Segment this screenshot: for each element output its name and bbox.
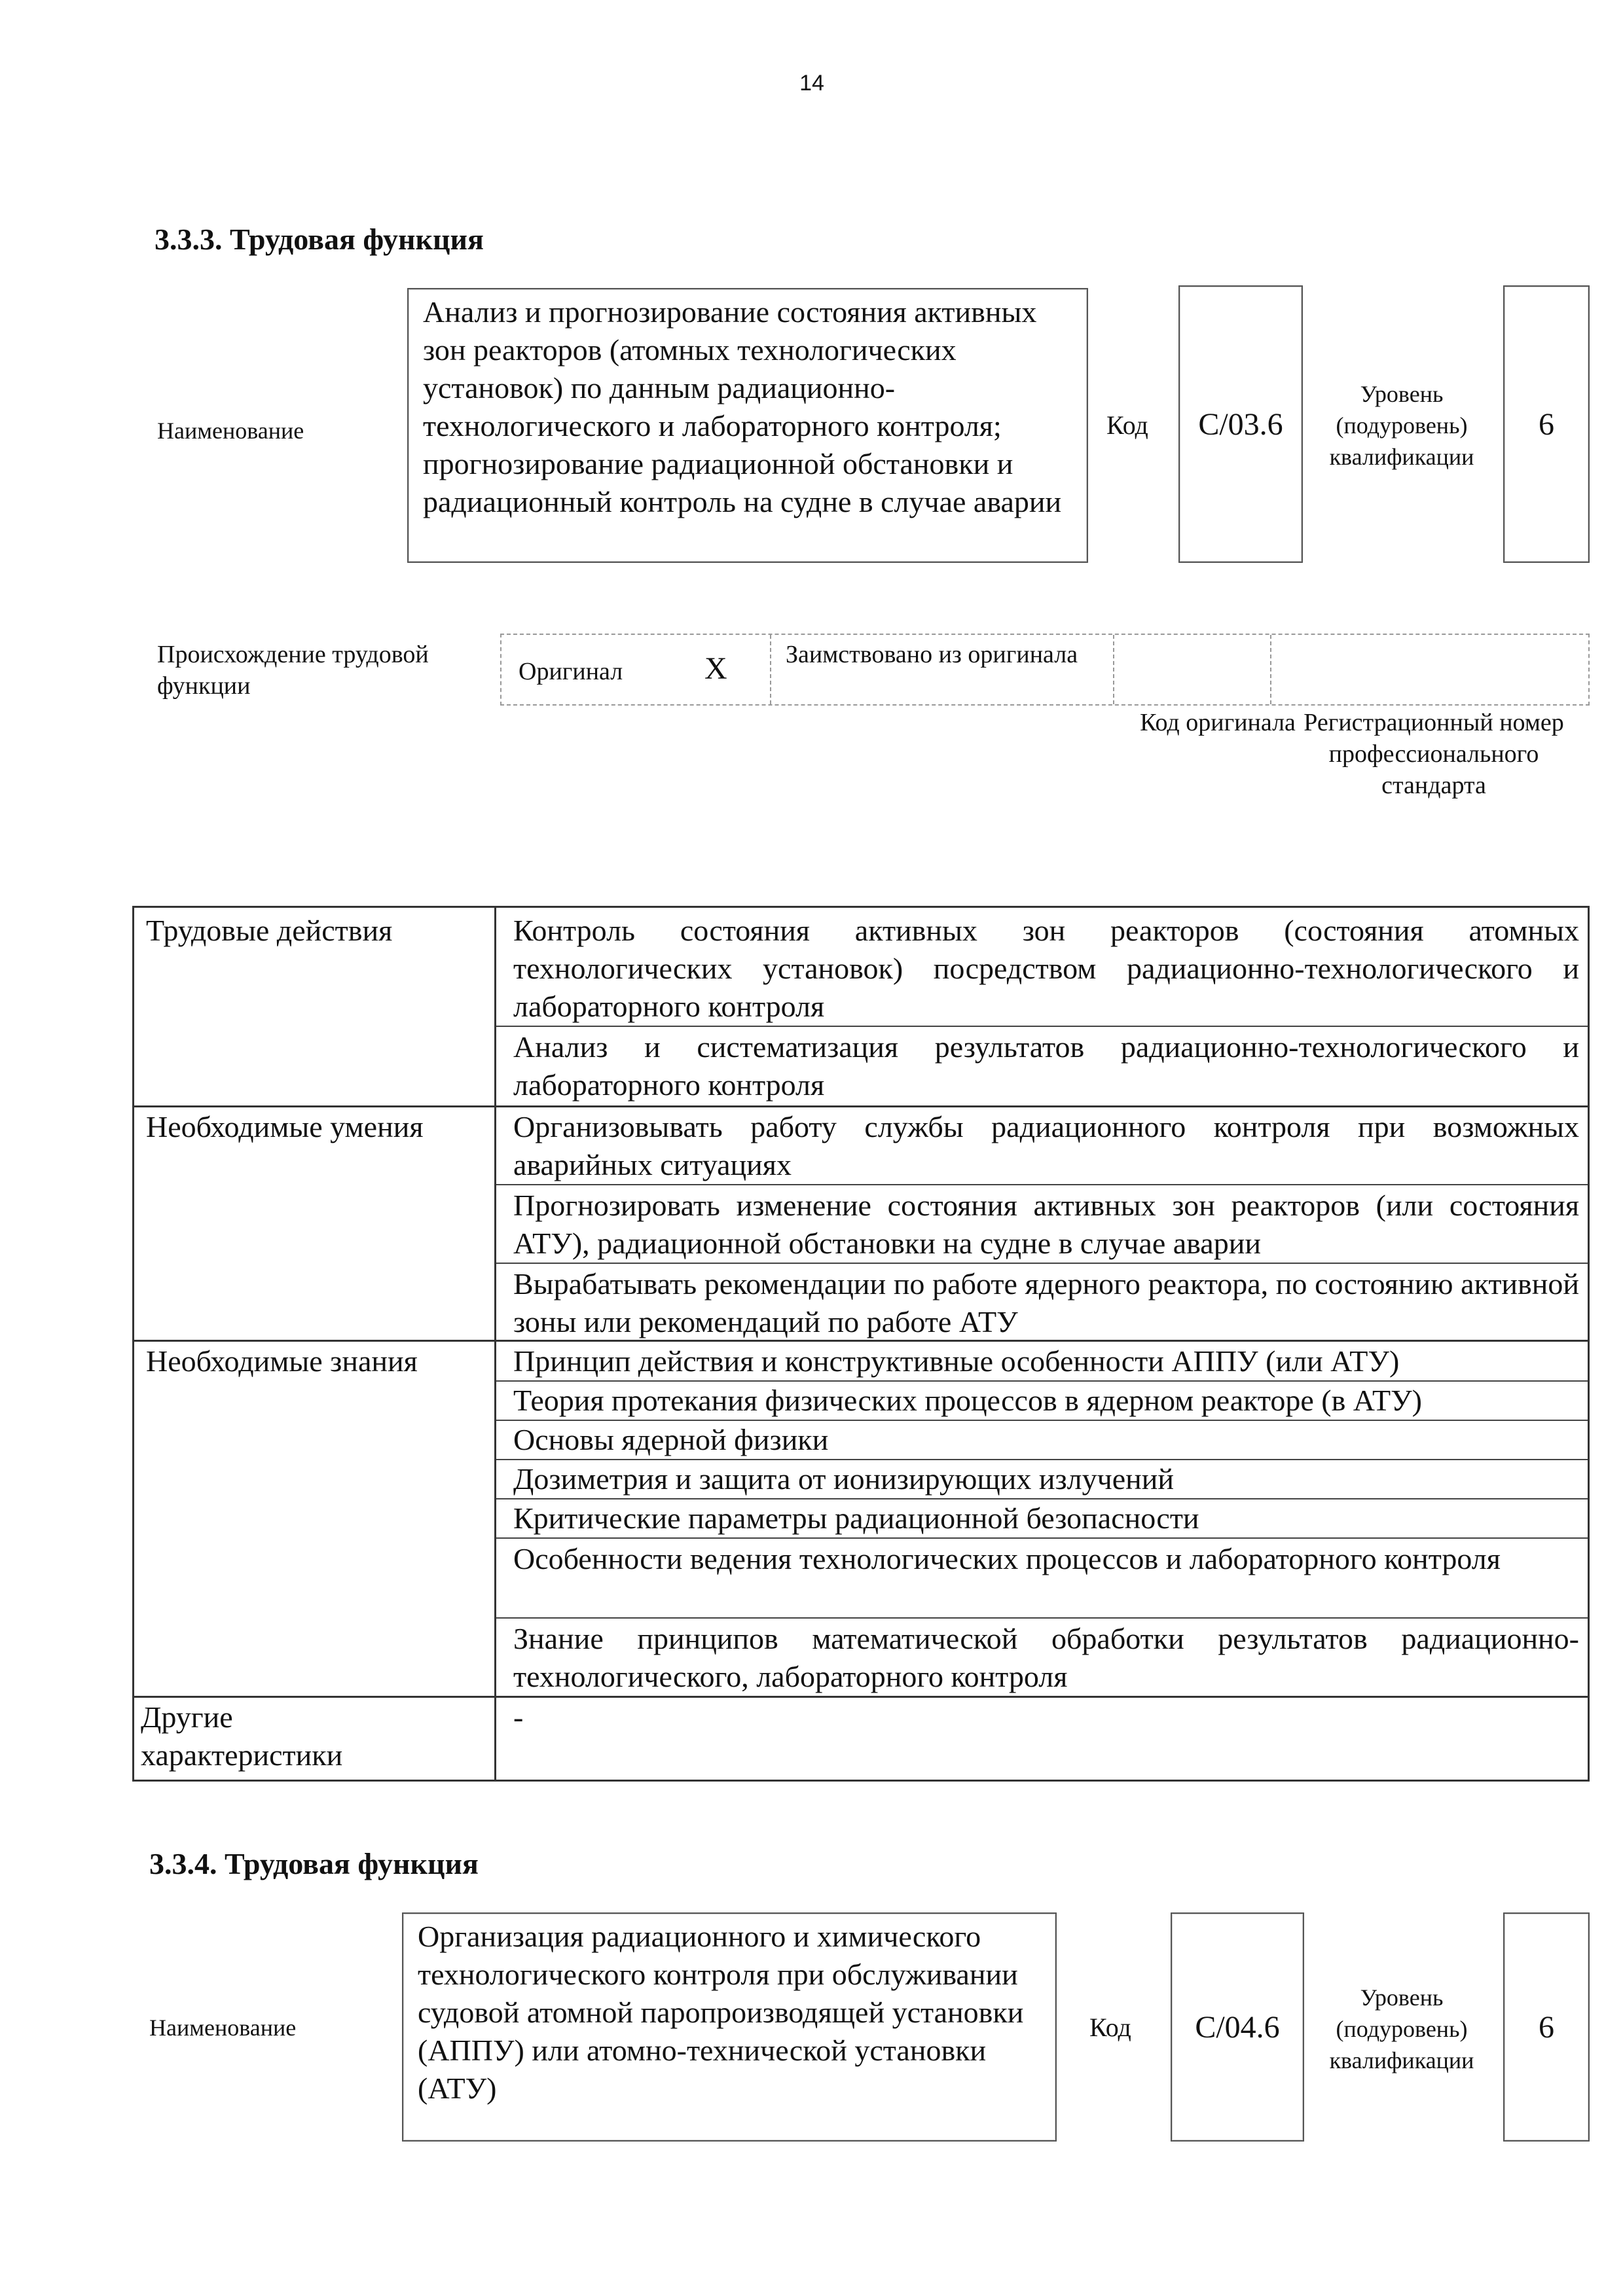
level-value-334: 6 [1539, 2009, 1554, 2045]
knowledge-label: Необходимые знания [146, 1344, 418, 1378]
function-name-box-333 [407, 288, 1088, 563]
skills-label: Необходимые умения [146, 1110, 424, 1143]
code-value-333: C/03.6 [1198, 406, 1283, 442]
page-number: 14 [799, 71, 824, 96]
level-box-333 [1503, 285, 1590, 563]
labor-action-item: Контроль состояния активных зон реакторов (состояния атомных технологических установок) посредством радиационно-технологического и лабораторного контроля [513, 914, 1579, 1023]
section-heading-334: 3.3.4. Трудовая функция [149, 1847, 479, 1880]
original-label: Оригинал [519, 658, 623, 685]
level-value-333: 6 [1539, 406, 1554, 442]
code-value-334: C/04.6 [1195, 2009, 1280, 2045]
code-original-caption: Код оригинала [1140, 709, 1296, 736]
code-box-334 [1171, 1912, 1304, 2142]
code-label-334: Код [1089, 2013, 1131, 2042]
knowledge-item: Принцип действия и конструктивные особенности АППУ (или АТУ) [513, 1344, 1400, 1378]
origin-table [500, 634, 1590, 706]
knowledge-item: Особенности ведения технологических процессов и лабораторного контроля [513, 1542, 1501, 1575]
name-label-334: Наименование [149, 2015, 297, 2041]
level-label-334: Уровень (подуровень) квалификации [1329, 1984, 1474, 2073]
knowledge-item: Знание принципов математической обработки результатов радиационно-технологического, лабораторного контроля [513, 1622, 1579, 1693]
labor-actions-label: Трудовые действия [146, 914, 393, 947]
origin-label: Происхождение трудовой функции [157, 641, 429, 700]
borrowed-label: Заимствовано из оригинала [786, 641, 1078, 668]
function-name-333: Анализ и прогнозирование состояния активных зон реакторов (атомных технологических установок) по данным радиационно-технологического и лабораторного контроля; прогнозирование радиационной обстановки и радиационный контроль на судне в случае аварии [423, 295, 1062, 518]
skill-item: Прогнозировать изменение состояния активных зон реакторов (или состояния АТУ), радиационной обстановки на судне в случае аварии [513, 1189, 1579, 1260]
skill-item: Вырабатывать рекомендации по работе ядерного реактора, по состоянию активной зоны или рекомендаций по работе АТУ [513, 1267, 1579, 1338]
labor-function-table [132, 906, 1590, 1782]
code-box-333 [1178, 285, 1303, 563]
other-characteristics-label: Другие характеристики [141, 1700, 343, 1772]
labor-action-item: Анализ и систематизация результатов радиационно-технологического и лабораторного контроля [513, 1030, 1579, 1102]
other-characteristics-value: - [513, 1700, 524, 1734]
knowledge-item: Критические параметры радиационной безопасности [513, 1501, 1199, 1535]
code-label-333: Код [1106, 410, 1148, 440]
level-box-334 [1503, 1912, 1590, 2142]
original-mark: X [704, 651, 727, 686]
function-name-box-334 [402, 1912, 1057, 2142]
skill-item: Организовывать работу службы радиационного контроля при возможных аварийных ситуациях [513, 1110, 1579, 1181]
reg-number-caption: Регистрационный номер профессионального стандарта [1304, 709, 1564, 799]
knowledge-item: Дозиметрия и защита от ионизирующих излучений [513, 1462, 1175, 1496]
section-heading-333: 3.3.3. Трудовая функция [155, 223, 484, 256]
function-name-334: Организация радиационного и химического технологического контроля при обслуживании судовой атомной паропроизводящей установки (АППУ) или атомно-технической установки (АТУ) [418, 1920, 1024, 2105]
knowledge-item: Основы ядерной физики [513, 1423, 829, 1456]
level-label-333: Уровень (подуровень) квалификации [1329, 381, 1474, 470]
knowledge-item: Теория протекания физических процессов в ядерном реакторе (в АТУ) [513, 1384, 1422, 1417]
name-label-333: Наименование [157, 418, 304, 444]
